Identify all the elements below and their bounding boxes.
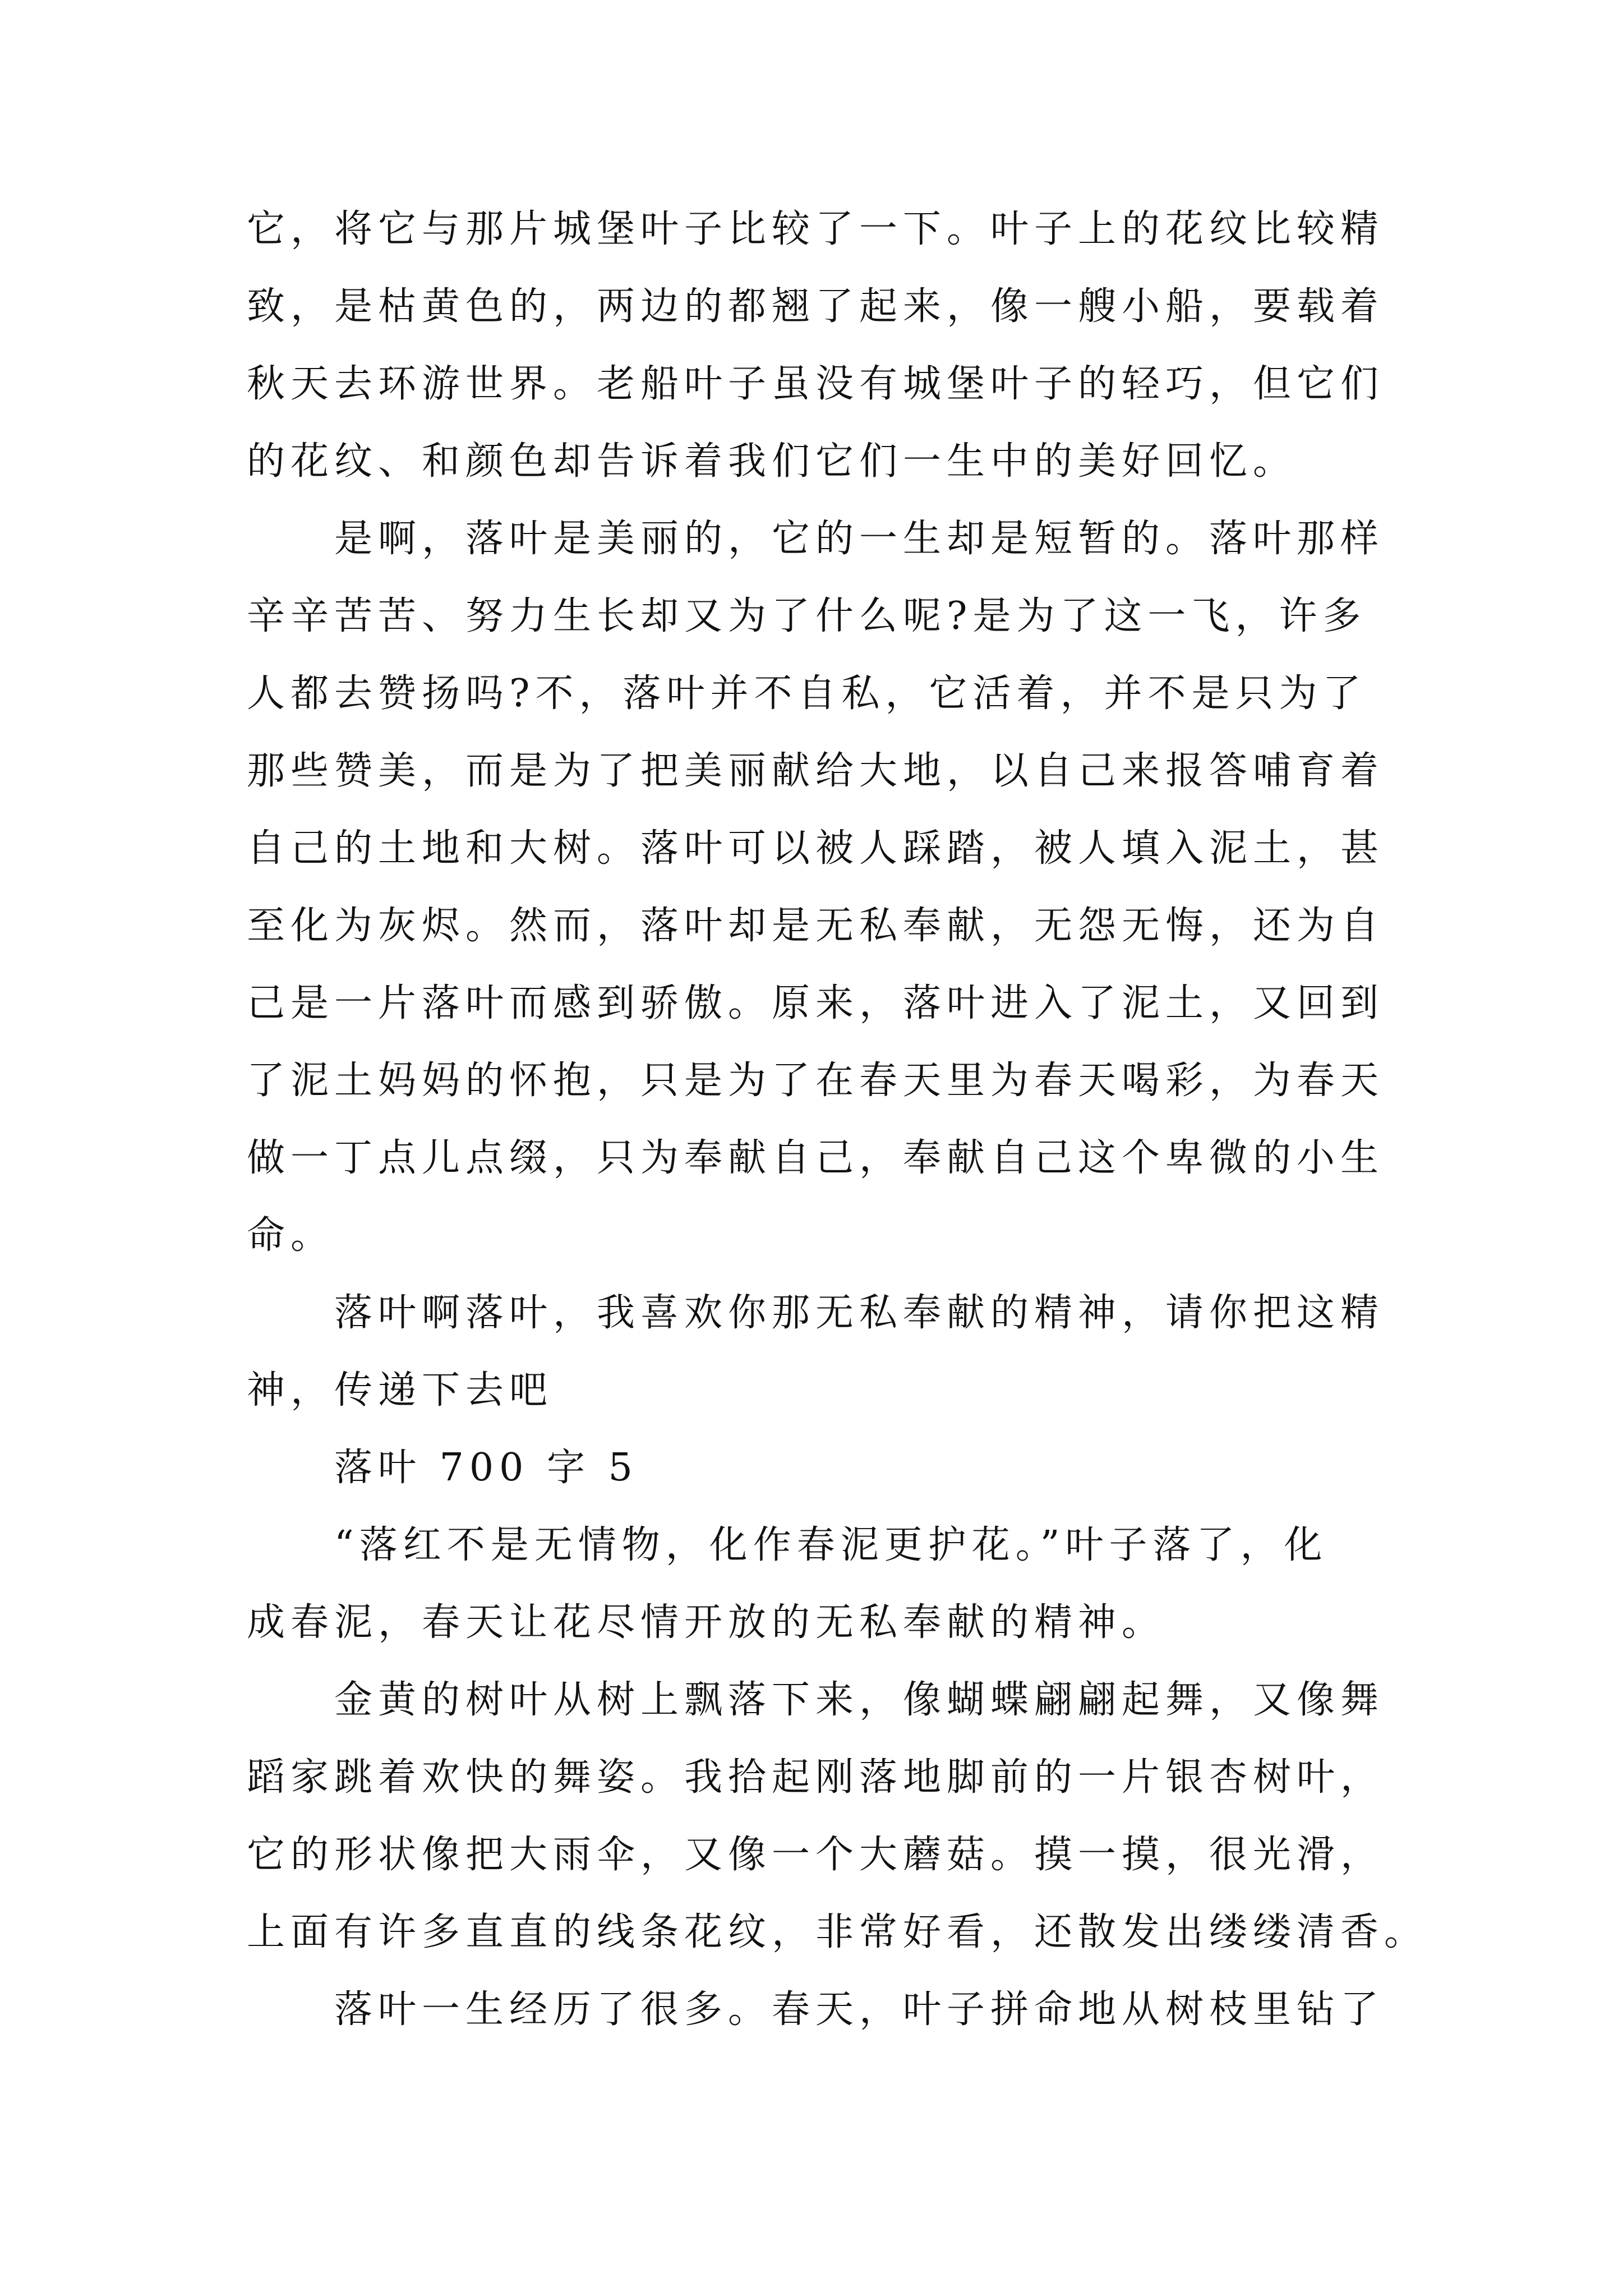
text-line: 秋天去环游世界。老船叶子虽没有城堡叶子的轻巧，但它们 <box>247 362 1385 406</box>
text-line: 蹈家跳着欢快的舞姿。我拾起刚落地脚前的一片银杏树叶， <box>247 1755 1385 1800</box>
text-line: 自己的土地和大树。落叶可以被人踩踏，被人填入泥土，甚 <box>247 826 1385 871</box>
text-line: 上面有许多直直的线条花纹，非常好看，还散发出缕缕清香。 <box>247 1910 1428 1954</box>
text-line: 做一丁点儿点缀，只为奉献自己，奉献自己这个卑微的小生 <box>247 1136 1385 1180</box>
body-text <box>247 191 1428 2049</box>
text-line: 它，将它与那片城堡叶子比较了一下。叶子上的花纹比较精 <box>247 207 1385 251</box>
text-line: 己是一片落叶而感到骄傲。原来，落叶进入了泥土，又回到 <box>247 981 1385 1025</box>
text-line: 人都去赞扬吗?不，落叶并不自私，它活着，并不是只为了 <box>247 671 1367 716</box>
text-line: 的花纹、和颜色却告诉着我们它们一生中的美好回忆。 <box>247 439 1297 484</box>
text-line: 它的形状像把大雨伞，又像一个大蘑菇。摸一摸，很光滑， <box>247 1833 1385 1877</box>
paragraph-start-line: 是啊，落叶是美丽的，它的一生却是短暂的。落叶那样 <box>334 517 1385 561</box>
section-heading: 落叶 700 字 5 <box>334 1446 638 1490</box>
text-line: 那些赞美，而是为了把美丽献给大地，以自己来报答哺育着 <box>247 749 1385 793</box>
text-line: 致，是枯黄色的，两边的都翘了起来，像一艘小船，要载着 <box>247 284 1385 329</box>
paragraph-start-line: 落叶一生经历了很多。春天，叶子拼命地从树枝里钻了 <box>334 1987 1385 2032</box>
paragraph-start-line: 金黄的树叶从树上飘落下来，像蝴蝶翩翩起舞，又像舞 <box>334 1678 1385 1722</box>
text-line: 成春泥，春天让花尽情开放的无私奉献的精神。 <box>247 1600 1166 1645</box>
text-line: 辛辛苦苦、努力生长却又为了什么呢?是为了这一飞，许多 <box>247 594 1367 638</box>
paragraph-start-line: “落红不是无情物，化作春泥更护花。”叶子落了，化 <box>334 1523 1328 1567</box>
text-line: 命。 <box>247 1213 335 1258</box>
text-line: 神，传递下去吧 <box>247 1368 554 1412</box>
paragraph-start-line: 落叶啊落叶，我喜欢你那无私奉献的精神，请你把这精 <box>334 1291 1385 1335</box>
text-line: 了泥土妈妈的怀抱，只是为了在春天里为春天喝彩，为春天 <box>247 1059 1385 1103</box>
text-line: 至化为灰烬。然而，落叶却是无私奉献，无怨无悔，还为自 <box>247 904 1385 948</box>
